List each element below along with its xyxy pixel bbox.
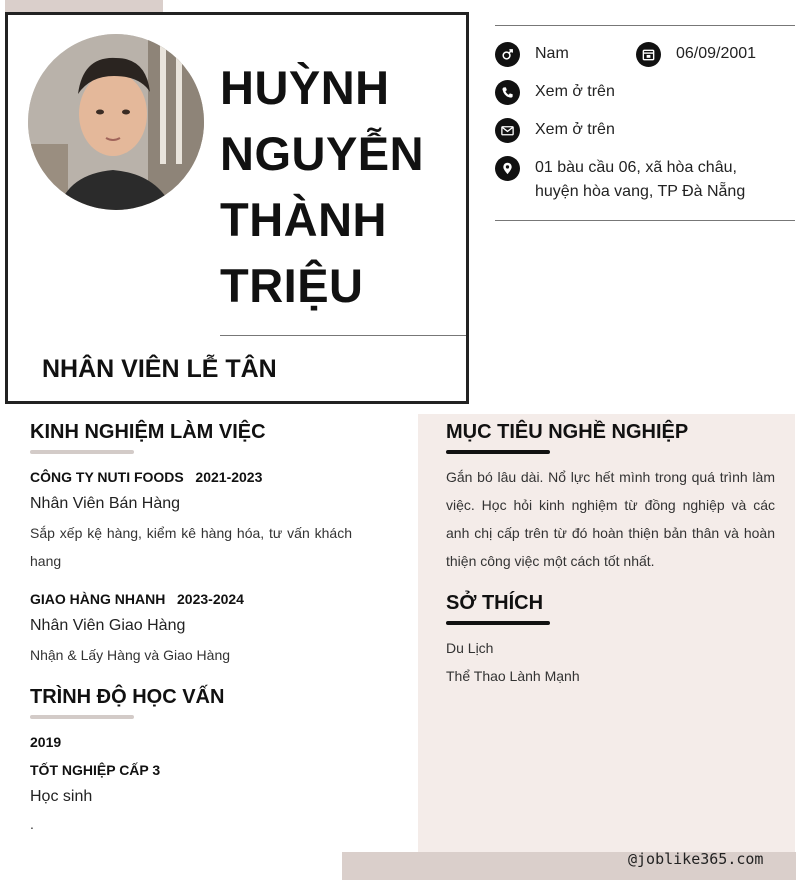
education-note: . xyxy=(30,816,34,832)
contact-birthday xyxy=(636,42,756,67)
contact-divider-bottom xyxy=(495,220,795,221)
gender-value: Nam xyxy=(535,45,569,62)
company-name: CÔNG TY NUTI FOODS xyxy=(30,469,184,485)
education-level: Học sinh xyxy=(30,788,93,805)
phone-value: Xem ở trên xyxy=(535,83,615,100)
experience-company-row xyxy=(30,591,244,607)
objective-text: Gắn bó lâu dài. Nổ lực hết mình trong quá trình làm việc. Học hỏi kinh nghiệm từ đồng nghiệp và các anh chị cấp trên từ đó hoàn thiện bản thân và hoàn thiện công việc một cách tốt nhất. xyxy=(446,469,775,569)
objective-heading: MỤC TIÊU NGHỀ NGHIỆP xyxy=(446,421,689,443)
profile-photo xyxy=(28,34,204,210)
calendar-icon xyxy=(636,42,661,67)
contact-divider-top xyxy=(495,25,795,26)
job-title: NHÂN VIÊN LỄ TÂN xyxy=(42,355,277,383)
contact-address xyxy=(495,156,745,204)
location-icon xyxy=(495,156,520,181)
email-value: Xem ở trên xyxy=(535,121,615,138)
objective-underline xyxy=(446,450,550,454)
contact-gender xyxy=(495,42,569,67)
email-icon xyxy=(495,118,520,143)
hobbies-underline xyxy=(446,621,550,625)
company-period: 2021-2023 xyxy=(195,469,263,485)
education-year: 2019 xyxy=(30,734,62,750)
address-line: 01 bàu cầu 06, xã hòa châu, xyxy=(535,159,737,176)
hobby-item: Du Lịch xyxy=(446,640,494,656)
gender-icon xyxy=(495,42,520,67)
address-line: huyện hòa vang, TP Đà Nẵng xyxy=(535,183,746,200)
full-name xyxy=(220,55,424,319)
experience-role: Nhân Viên Bán Hàng xyxy=(30,495,181,512)
phone-icon xyxy=(495,80,520,105)
name-line: HUỲNH xyxy=(220,61,390,114)
watermark-text: @joblike365.com xyxy=(628,850,764,868)
name-line: NGUYỄN xyxy=(220,127,425,180)
company-name: GIAO HÀNG NHANH xyxy=(30,591,166,607)
experience-description: Sắp xếp kệ hàng, kiểm kê hàng hóa, tư vấn khách hang xyxy=(30,525,352,569)
hobbies-heading: SỞ THÍCH xyxy=(446,592,544,614)
experience-description: Nhận & Lấy Hàng và Giao Hàng xyxy=(30,647,231,663)
birthday-value: 06/09/2001 xyxy=(676,45,757,62)
education-underline xyxy=(30,715,134,719)
experience-heading: KINH NGHIỆM LÀM VIỆC xyxy=(30,421,266,443)
experience-company-row xyxy=(30,469,262,485)
experience-underline xyxy=(30,450,134,454)
name-divider xyxy=(220,335,466,336)
company-period: 2023-2024 xyxy=(177,591,244,607)
name-line: TRIỆU xyxy=(220,259,364,312)
name-line: THÀNH xyxy=(220,193,387,246)
education-heading: TRÌNH ĐỘ HỌC VẤN xyxy=(30,686,225,708)
education-degree: TỐT NGHIỆP CẤP 3 xyxy=(30,762,161,778)
header-card xyxy=(5,12,469,404)
experience-role: Nhân Viên Giao Hàng xyxy=(30,617,186,634)
contact-phone xyxy=(495,80,615,105)
contact-email xyxy=(495,118,615,143)
hobby-item: Thể Thao Lành Mạnh xyxy=(446,668,580,684)
